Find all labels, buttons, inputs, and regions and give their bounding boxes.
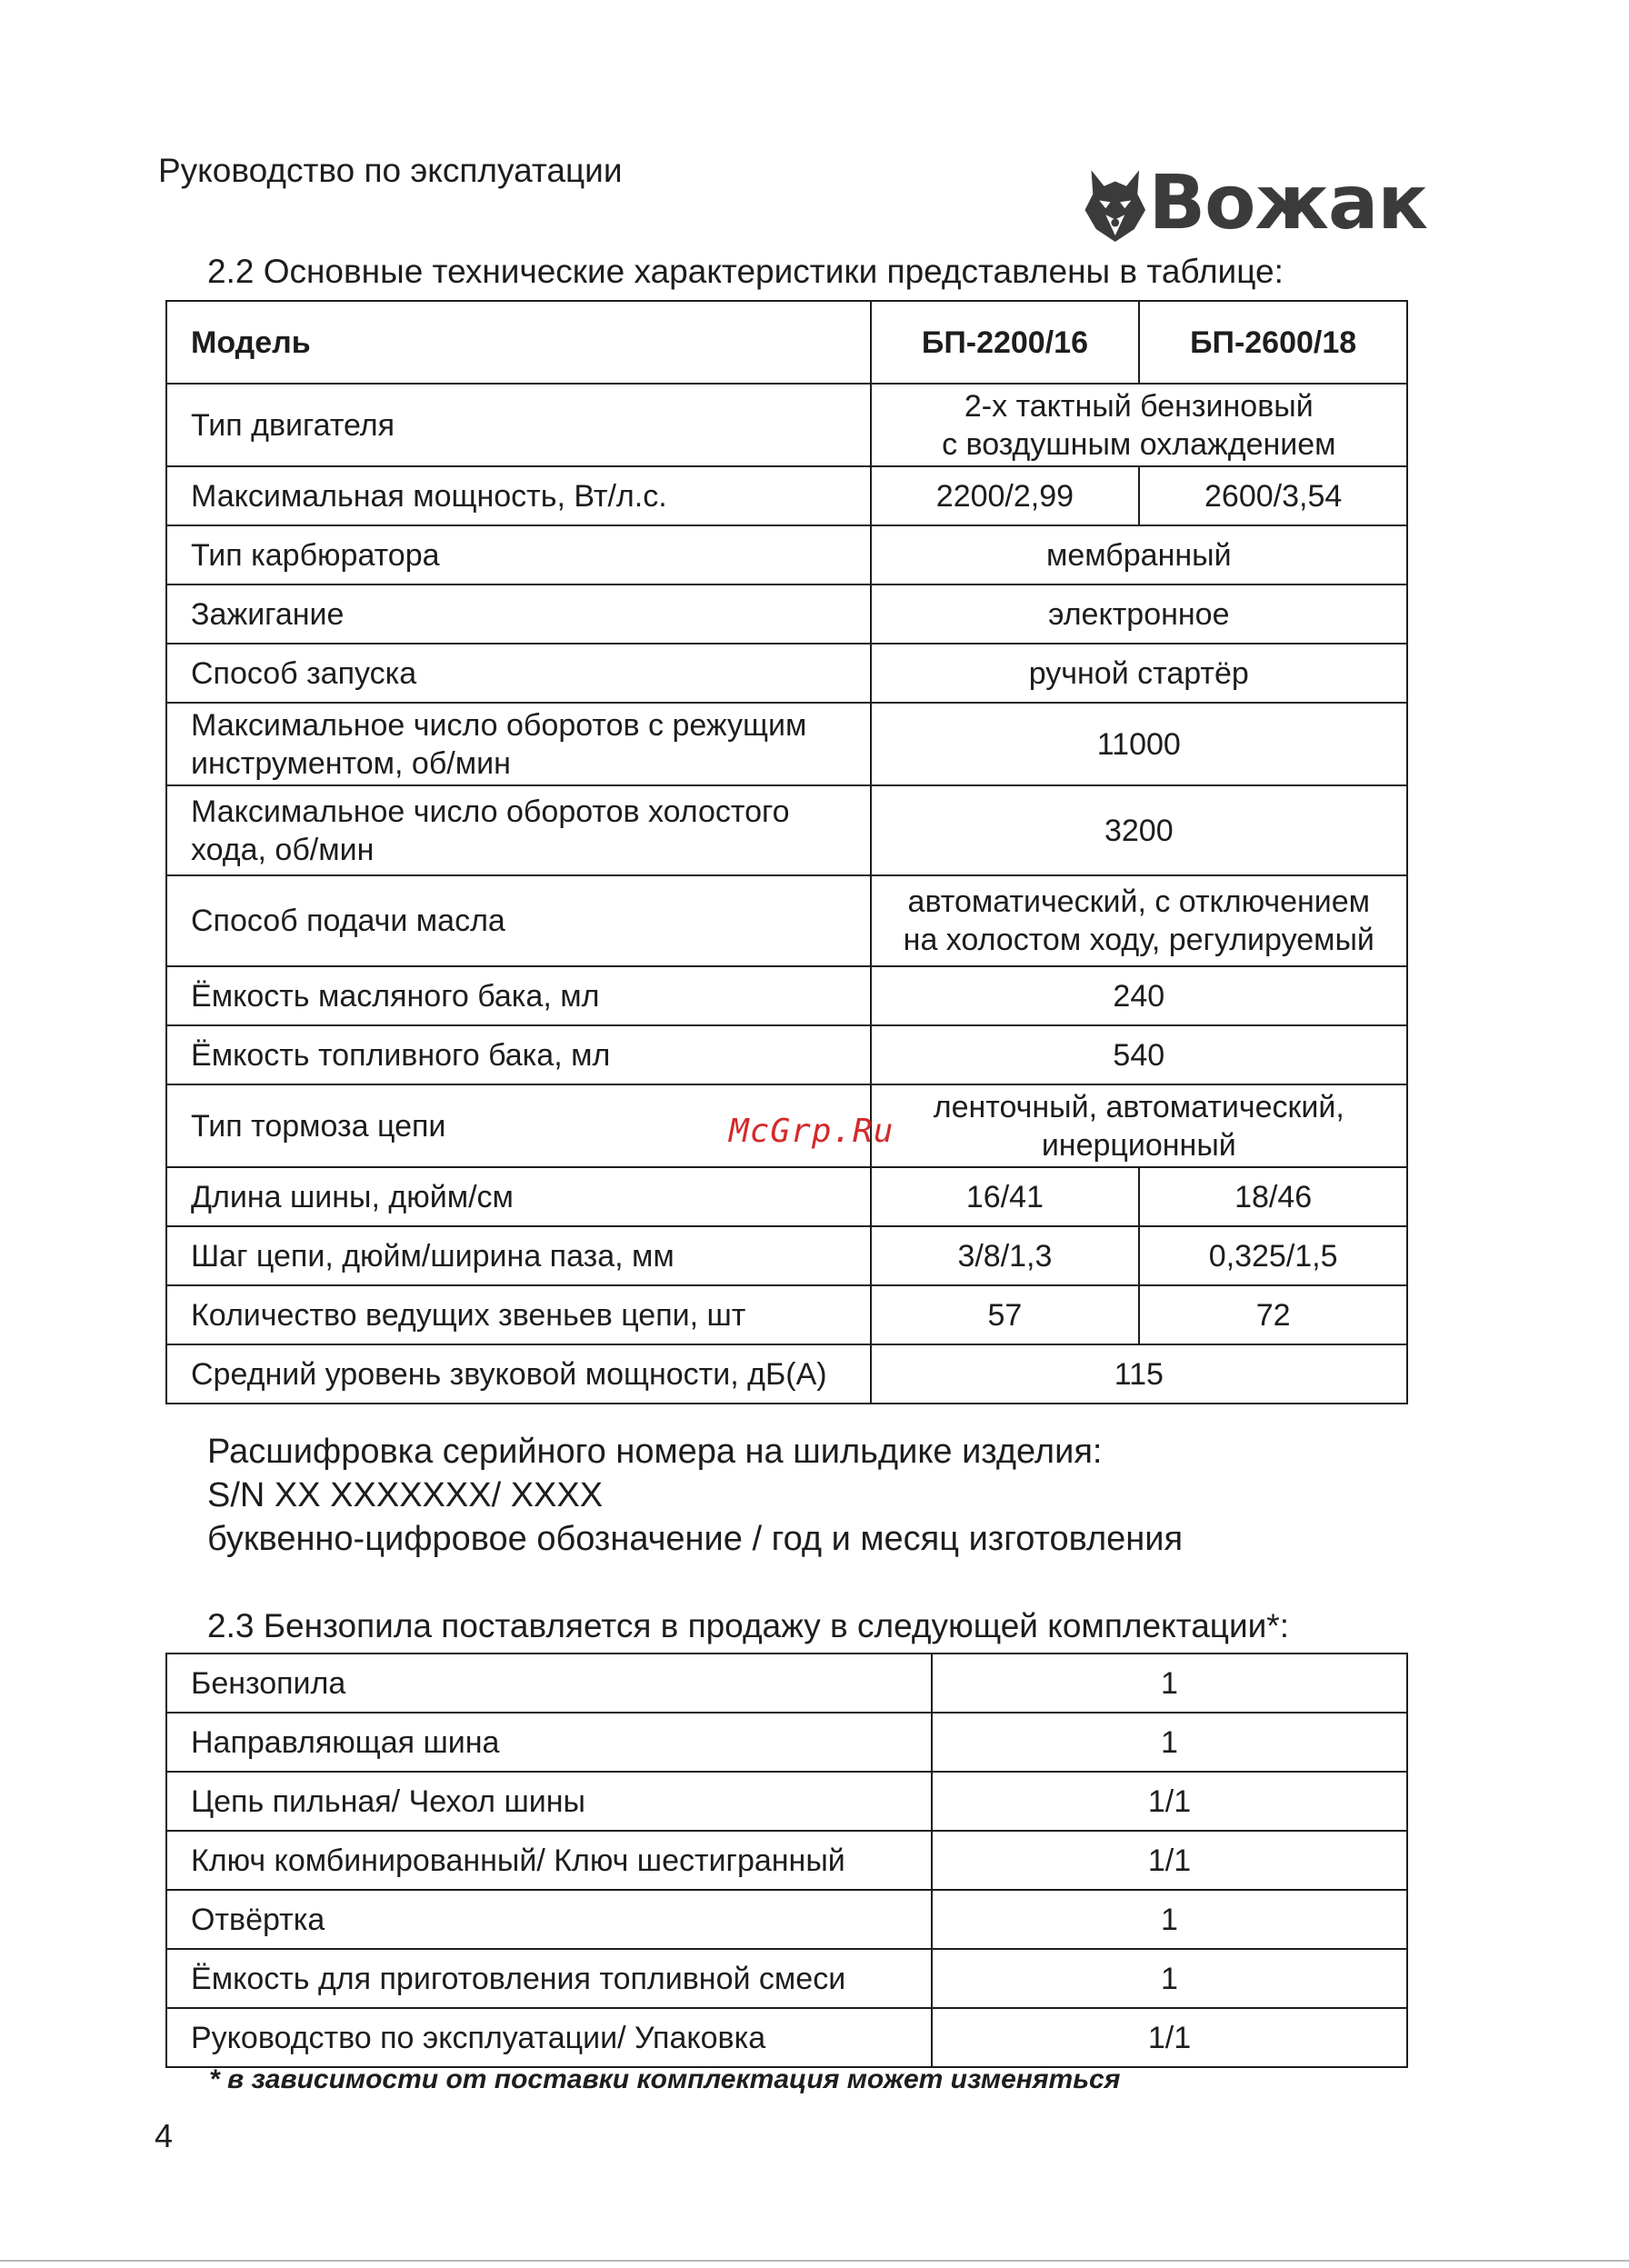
spec-label-cell: Средний уровень звуковой мощности, дБ(А) <box>166 1344 871 1404</box>
spec-label-cell: Ёмкость топливного бака, мл <box>166 1025 871 1084</box>
kit-row <box>166 1949 1407 2008</box>
kit-item-cell: Ёмкость для приготовления топливной смеси <box>166 1949 932 2008</box>
spec-label-cell: Способ запуска <box>166 644 871 703</box>
kit-item-cell: Руководство по эксплуатации/ Упаковка <box>166 2008 932 2067</box>
spec-header-row <box>166 301 1407 384</box>
spec-table <box>165 300 1408 1404</box>
model-b-header-cell: БП-2600/18 <box>1139 301 1407 384</box>
serial-line-format: S/N XX XXXXXXX/ XXXX <box>207 1476 604 1514</box>
spec-row <box>166 1344 1407 1404</box>
kit-item-cell: Ключ комбинированный/ Ключ шестигранный <box>166 1831 932 1890</box>
spec-row <box>166 384 1407 466</box>
spec-label-cell: Длина шины, дюйм/см <box>166 1167 871 1226</box>
spec-row <box>166 875 1407 966</box>
watermark-text: McGrp.Ru <box>729 1113 894 1150</box>
spec-label-cell: Тип тормоза цепи <box>166 1084 871 1167</box>
kit-row <box>166 1654 1407 1713</box>
spec-value-cell: 2-х тактный бензиновый с воздушным охлаждением <box>871 384 1407 466</box>
spec-value-model-b-cell: 18/46 <box>1139 1167 1407 1226</box>
spec-row <box>166 1167 1407 1226</box>
spec-label-cell: Тип двигателя <box>166 384 871 466</box>
kit-qty-cell: 1/1 <box>932 1772 1407 1831</box>
spec-label-cell: Максимальное число оборотов с режущим инструментом, об/мин <box>166 703 871 785</box>
kit-qty-cell: 1/1 <box>932 1831 1407 1890</box>
spec-label-cell: Количество ведущих звеньев цепи, шт <box>166 1285 871 1344</box>
spec-value-cell: ручной стартёр <box>871 644 1407 703</box>
kit-row <box>166 1713 1407 1772</box>
kit-table <box>165 1653 1408 2068</box>
kit-item-cell: Направляющая шина <box>166 1713 932 1772</box>
serial-number-block <box>207 1430 1183 1561</box>
spec-value-cell: 115 <box>871 1344 1407 1404</box>
page-number: 4 <box>155 2117 174 2154</box>
spec-row <box>166 584 1407 644</box>
serial-line-intro: Расшифровка серийного номера на шильдике изделия: <box>207 1433 1103 1471</box>
kit-qty-cell: 1/1 <box>932 2008 1407 2067</box>
spec-row <box>166 1226 1407 1285</box>
spec-value-cell: 540 <box>871 1025 1407 1084</box>
spec-label-cell: Зажигание <box>166 584 871 644</box>
spec-row <box>166 1025 1407 1084</box>
section-2-3-heading: 2.3 Бензопила поставляется в продажу в следующей комплектации*: <box>207 1607 1289 1644</box>
brand-wordmark: Вожак <box>1148 160 1427 246</box>
spec-row <box>166 966 1407 1025</box>
kit-qty-cell: 1 <box>932 1890 1407 1949</box>
spec-value-cell: 3200 <box>871 785 1407 875</box>
spec-row <box>166 644 1407 703</box>
spec-value-cell: электронное <box>871 584 1407 644</box>
spec-row <box>166 785 1407 875</box>
spec-value-cell: ленточный, автоматический, инерционный <box>871 1084 1407 1167</box>
spec-label-cell: Тип карбюратора <box>166 525 871 584</box>
document-header-title: Руководство по эксплуатации <box>158 152 623 189</box>
husky-head-icon <box>1082 156 1149 251</box>
kit-row <box>166 1890 1407 1949</box>
spec-value-model-a-cell: 57 <box>871 1285 1140 1344</box>
kit-qty-cell: 1 <box>932 1654 1407 1713</box>
serial-line-legend: буквенно-цифровое обозначение / год и месяц изготовления <box>207 1520 1184 1558</box>
spec-label-cell: Шаг цепи, дюйм/ширина паза, мм <box>166 1226 871 1285</box>
kit-qty-cell: 1 <box>932 1713 1407 1772</box>
spec-label-cell: Максимальное число оборотов холостого хода, об/мин <box>166 785 871 875</box>
brand-logo <box>1082 156 1427 251</box>
kit-row <box>166 1831 1407 1890</box>
spec-value-model-a-cell: 2200/2,99 <box>871 466 1140 525</box>
kit-footnote: * в зависимости от поставки комплектация может изменяться <box>209 2064 1121 2094</box>
kit-item-cell: Отвёртка <box>166 1890 932 1949</box>
kit-qty-cell: 1 <box>932 1949 1407 2008</box>
model-header-cell: Модель <box>166 301 871 384</box>
section-2-2-heading: 2.2 Основные технические характеристики представлены в таблице: <box>207 253 1284 290</box>
kit-row <box>166 1772 1407 1831</box>
spec-label-cell: Ёмкость масляного бака, мл <box>166 966 871 1025</box>
spec-value-model-a-cell: 3/8/1,3 <box>871 1226 1140 1285</box>
spec-value-model-b-cell: 72 <box>1139 1285 1407 1344</box>
kit-row <box>166 2008 1407 2067</box>
spec-value-cell: 240 <box>871 966 1407 1025</box>
model-a-header-cell: БП-2200/16 <box>871 301 1140 384</box>
kit-item-cell: Цепь пильная/ Чехол шины <box>166 1772 932 1831</box>
spec-value-model-b-cell: 2600/3,54 <box>1139 466 1407 525</box>
spec-row <box>166 466 1407 525</box>
spec-value-cell: 11000 <box>871 703 1407 785</box>
kit-item-cell: Бензопила <box>166 1654 932 1713</box>
spec-value-model-a-cell: 16/41 <box>871 1167 1140 1226</box>
spec-label-cell: Максимальная мощность, Вт/л.с. <box>166 466 871 525</box>
spec-value-model-b-cell: 0,325/1,5 <box>1139 1226 1407 1285</box>
spec-value-cell: автоматический, с отключением на холостом ходу, регулируемый <box>871 875 1407 966</box>
spec-row <box>166 1285 1407 1344</box>
spec-label-cell: Способ подачи масла <box>166 875 871 966</box>
spec-value-cell: мембранный <box>871 525 1407 584</box>
spec-row <box>166 703 1407 785</box>
page-bottom-rule <box>0 2260 1629 2262</box>
spec-row <box>166 525 1407 584</box>
